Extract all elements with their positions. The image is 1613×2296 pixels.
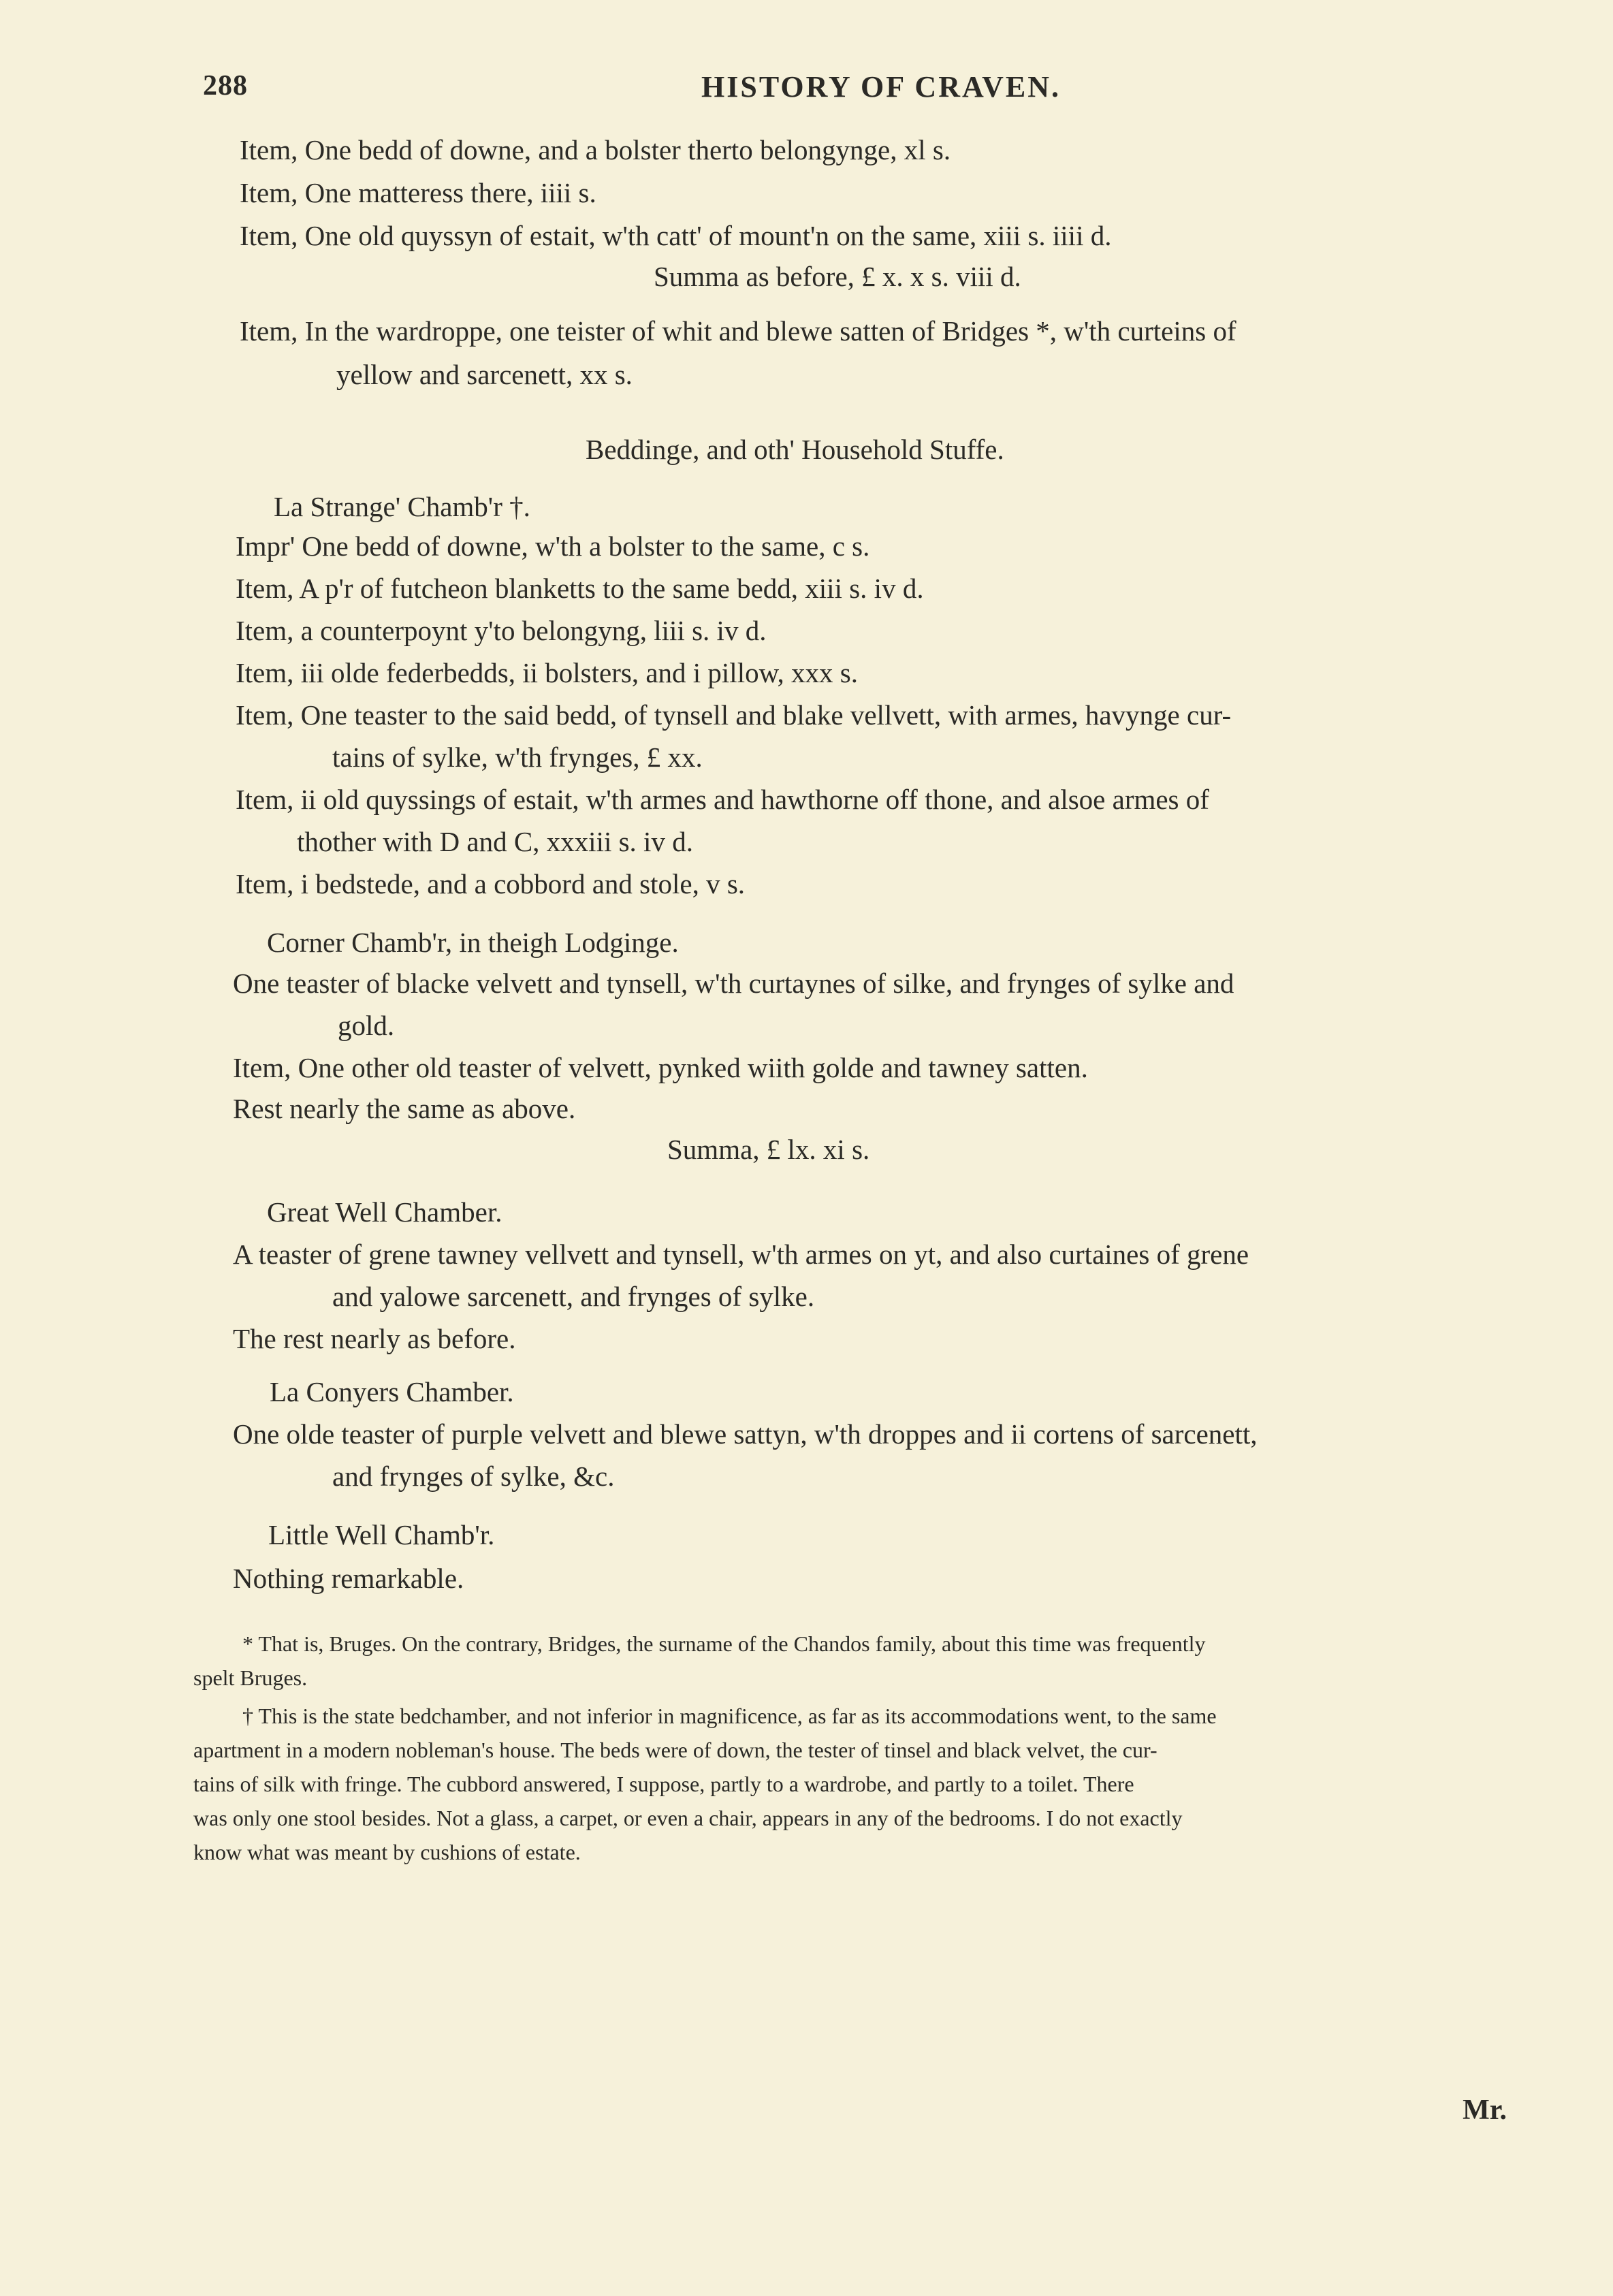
section-heading: Beddinge, and oth' Household Stuffe. <box>586 434 1004 465</box>
text-line: Item, iii olde federbedds, ii bolsters, and i pillow, xxx s. <box>236 657 858 688</box>
catchword: Mr. <box>1463 2094 1507 2126</box>
text-line: Item, One other old teaster of velvett, pynked wiith golde and tawney satten. <box>233 1052 1088 1083</box>
page-number: 288 <box>203 70 248 101</box>
room-heading: Little Well Chamb'r. <box>268 1519 495 1550</box>
footnote-line: apartment in a modern nobleman's house. The beds were of down, the tester of tinsel and black velvet, the cur- <box>193 1738 1157 1762</box>
text-line: A teaster of grene tawney vellvett and tynsell, w'th armes on yt, and also curtaines of grene <box>233 1239 1249 1270</box>
room-heading: Corner Chamb'r, in theigh Lodginge. <box>267 927 679 958</box>
text-line: Item, One bedd of downe, and a bolster therto belongynge, xl s. <box>240 134 951 165</box>
text-line: yellow and sarcenett, xx s. <box>336 359 633 390</box>
text-line: thother with D and C, xxxiii s. iv d. <box>297 826 693 857</box>
text-line: One teaster of blacke velvett and tynsell, w'th curtaynes of silke, and frynges of sylke and <box>233 968 1234 999</box>
text-line: One olde teaster of purple velvett and blewe sattyn, w'th droppes and ii cortens of sarcenett, <box>233 1418 1258 1450</box>
summa-line: Summa, £ lx. xi s. <box>667 1134 870 1165</box>
footnote-line: * That is, Bruges. On the contrary, Bridges, the surname of the Chandos family, about this time was frequently <box>242 1631 1206 1656</box>
footnote-line: spelt Bruges. <box>193 1665 308 1690</box>
text-line: Nothing remarkable. <box>233 1563 464 1594</box>
text-line: Rest nearly the same as above. <box>233 1093 576 1124</box>
room-heading: La Strange' Chamb'r †. <box>274 491 530 522</box>
text-line: Item, In the wardroppe, one teister of whit and blewe satten of Bridges *, w'th curteins of <box>240 315 1236 347</box>
text-line: gold. <box>338 1010 395 1041</box>
text-line: tains of sylke, w'th frynges, £ xx. <box>332 742 703 773</box>
text-line: Item, One matteress there, iiii s. <box>240 177 596 208</box>
footnote-line: was only one stool besides. Not a glass, a carpet, or even a chair, appears in any of the bedrooms. I do not exactly <box>193 1806 1183 1830</box>
text-line: Impr' One bedd of downe, w'th a bolster to the same, c s. <box>236 530 870 562</box>
text-line: Item, a counterpoynt y'to belongyng, liii s. iv d. <box>236 615 767 646</box>
room-heading: La Conyers Chamber. <box>270 1376 514 1407</box>
text-line: The rest nearly as before. <box>233 1323 516 1354</box>
footnote-line: † This is the state bedchamber, and not inferior in magnificence, as far as its accommodations went, to the same <box>242 1704 1217 1728</box>
text-line: and yalowe sarcenett, and frynges of sylke. <box>332 1281 815 1312</box>
running-title: HISTORY OF CRAVEN. <box>701 70 1061 103</box>
text-line: Item, i bedstede, and a cobbord and stole, v s. <box>236 868 746 899</box>
text-line: Item, ii old quyssings of estait, w'th armes and hawthorne off thone, and alsoe armes of <box>236 784 1209 815</box>
text-line: Item, A p'r of futcheon blanketts to the same bedd, xiii s. iv d. <box>236 573 924 604</box>
footnote-line: know what was meant by cushions of estate. <box>193 1840 581 1864</box>
room-heading: Great Well Chamber. <box>267 1196 502 1228</box>
text-line: and frynges of sylke, &c. <box>332 1461 615 1492</box>
text-line: Item, One teaster to the said bedd, of tynsell and blake vellvett, with armes, havynge cur- <box>236 699 1232 731</box>
summa-line: Summa as before, £ x. x s. viii d. <box>654 261 1021 292</box>
footnote-line: tains of silk with fringe. The cubbord answered, I suppose, partly to a wardrobe, and partly to a toilet. There <box>193 1772 1134 1796</box>
text-line: Item, One old quyssyn of estait, w'th catt' of mount'n on the same, xiii s. iiii d. <box>240 220 1112 251</box>
